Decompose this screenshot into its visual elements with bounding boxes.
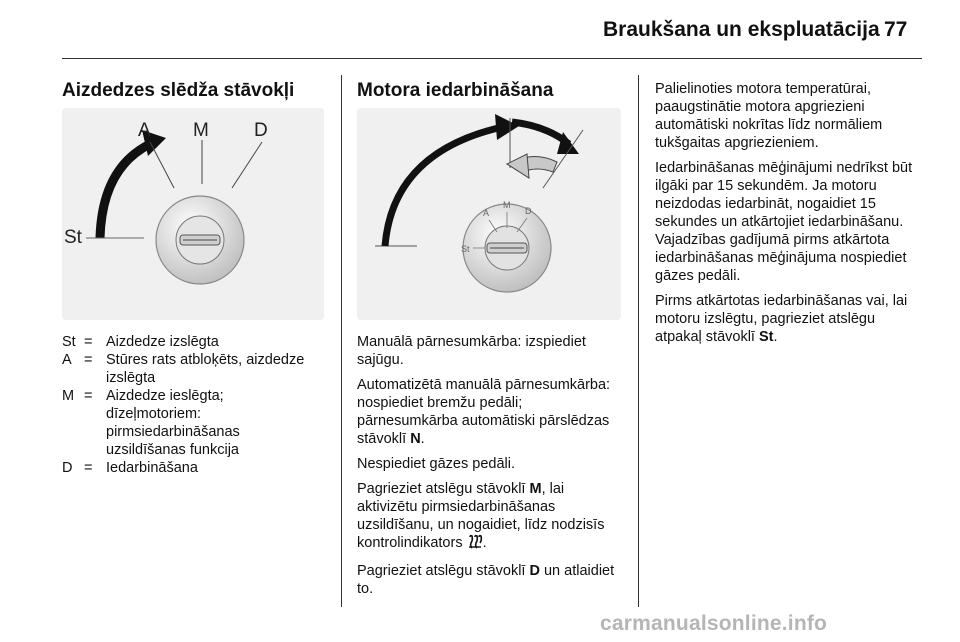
legend-row — [62, 387, 328, 459]
position-n: N — [410, 431, 421, 447]
text: Pagrieziet atslēgu stāvoklī — [357, 481, 530, 497]
position-label-st: St — [64, 227, 82, 248]
position-label-a: A — [138, 120, 151, 141]
position-st: St — [758, 329, 774, 345]
legend-row — [62, 459, 328, 477]
legend-key: M — [62, 388, 75, 404]
paragraph: Nespiediet gāzes pedāli. — [357, 456, 515, 472]
paragraph: Iedarbināšanas mēģinājumi nedrīkst būt ilgāki par 15 sekundēm. Ja motoru neizdodas iedarbināt, nogaidiet 15 sekundes un atkārtojiet iedarbināšanu. Vajadzības gadījumā pirms atkārtota iedarbināšanas mēģinājuma nospiediet gāzes pedāli. — [655, 160, 913, 284]
position-label-m: M — [193, 120, 209, 141]
header-title: Braukšana un ekspluatācija — [603, 18, 880, 41]
legend-description: Iedarbināšana — [106, 460, 198, 476]
text: , lai aktivizētu pirmsiedarbināšanas uzsildīšanu, un nogaidiet, līdz nodzisīs kontrolindikators — [357, 481, 605, 551]
watermark: carmanualsonline.info — [600, 612, 828, 635]
text: un atlaidiet to. — [357, 563, 615, 597]
legend-key: D — [62, 460, 73, 476]
section-heading-ignition-positions: Aizdedzes slēdža stāvokļi — [62, 80, 295, 101]
section-heading-engine-start: Motora iedarbināšana — [357, 80, 554, 101]
position-d: D — [529, 563, 540, 579]
legend-key: St — [62, 334, 76, 350]
legend-description: Aizdedze izslēgta — [106, 334, 219, 350]
legend-equals: = — [84, 334, 93, 350]
legend-row — [62, 333, 328, 351]
text: Automatizētā manuālā pārnesumkārba: nospiediet bremžu pedāli; pārnesumkārba automātiski pārslēdzas stāvoklī — [357, 377, 611, 447]
column-divider-1 — [341, 75, 342, 607]
text: . — [482, 535, 487, 551]
svg-text:St: St — [461, 244, 470, 254]
paragraph — [357, 480, 627, 555]
legend-row — [62, 351, 328, 387]
svg-text:M: M — [503, 200, 511, 210]
text: Pagrieziet atslēgu stāvoklī — [357, 563, 530, 579]
text: . — [773, 329, 778, 345]
engine-start-text — [357, 333, 627, 605]
svg-text:D: D — [525, 206, 532, 216]
legend-equals: = — [84, 460, 93, 476]
paragraph: Manuālā pārnesumkārba: izspiediet sajūgu. — [357, 334, 586, 368]
paragraph — [655, 292, 925, 346]
glow-plug-indicator-icon — [467, 534, 483, 555]
position-m: M — [529, 481, 542, 497]
legend-description: Stūres rats atbloķēts, aizdedze izslēgta — [106, 352, 305, 386]
right-column-text — [655, 80, 925, 353]
ignition-legend — [62, 333, 328, 477]
legend-equals: = — [84, 388, 93, 404]
paragraph — [357, 376, 627, 448]
position-label-d: D — [254, 120, 268, 141]
header-rule — [62, 58, 922, 59]
legend-description: Aizdedze ieslēgta; dīzeļmotoriem: pirmsiedarbināšanas uzsildīšanas funkcija — [106, 388, 240, 458]
legend-equals: = — [84, 352, 93, 368]
column-divider-2 — [638, 75, 639, 607]
page-number: 77 — [884, 18, 908, 41]
ignition-positions-figure — [62, 108, 324, 320]
text: . — [420, 431, 425, 447]
legend-key: A — [62, 352, 72, 368]
text: Pirms atkārtotas iedarbināšanas vai, lai motoru izslēgtu, pagrieziet atslēgu atpakaļ stāvoklī — [655, 293, 908, 345]
engine-start-figure — [357, 108, 621, 320]
paragraph — [357, 562, 627, 598]
svg-text:A: A — [483, 208, 490, 218]
paragraph: Palielinoties motora temperatūrai, paaugstinātie motora apgriezieni automātiski nokrītas līdz normāliem tukšgaitas apgriezieniem. — [655, 81, 883, 151]
